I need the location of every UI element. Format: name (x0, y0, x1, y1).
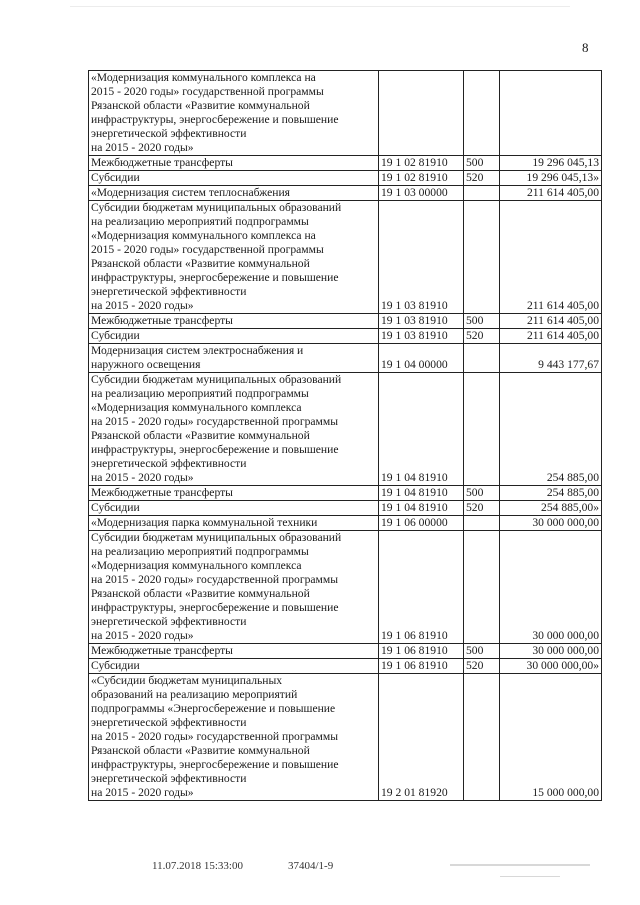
budget-table-body (89, 71, 602, 801)
cell-amount: 19 296 045,13» (500, 171, 602, 186)
cell-name: Межбюджетные трансферты (89, 486, 379, 501)
cell-type: 520 (464, 329, 500, 344)
cell-type (464, 373, 500, 486)
cell-amount: 30 000 000,00 (500, 644, 602, 659)
cell-name: Субсидии бюджетам муниципальных образований на реализацию мероприятий подпрограммы «Модернизация коммунального комплекса на 2015 - 2020 годы» государственной программы Рязанской области «Развитие коммунальной инфраструктуры, энергосбережение и повышение энергетической эффективности на 2015 - 2020 годы» (89, 531, 379, 644)
cell-name: Межбюджетные трансферты (89, 644, 379, 659)
table-row (89, 329, 602, 344)
cell-code: 19 1 04 81910 (379, 501, 464, 516)
cell-name: «Модернизация парка коммунальной техники (89, 516, 379, 531)
cell-amount: 211 614 405,00 (500, 329, 602, 344)
budget-table (88, 70, 602, 801)
footer-stamp-artifact (450, 864, 590, 866)
cell-code: 19 1 03 81910 (379, 314, 464, 329)
cell-type: 500 (464, 644, 500, 659)
table-row (89, 516, 602, 531)
table-row (89, 674, 602, 801)
cell-amount: 211 614 405,00 (500, 201, 602, 314)
cell-code: 19 1 02 81910 (379, 156, 464, 171)
cell-code: 19 1 06 81910 (379, 659, 464, 674)
cell-type (464, 344, 500, 373)
cell-amount: 254 885,00 (500, 486, 602, 501)
cell-type (464, 531, 500, 644)
cell-name: Субсидии (89, 501, 379, 516)
cell-amount: 15 000 000,00 (500, 674, 602, 801)
table-row (89, 71, 602, 156)
cell-amount: 254 885,00 (500, 373, 602, 486)
cell-name: Субсидии бюджетам муниципальных образований на реализацию мероприятий подпрограммы «Модернизация коммунального комплекса на 2015 - 2020 годы» государственной программы Рязанской области «Развитие коммунальной инфраструктуры, энергосбережение и повышение энергетической эффективности на 2015 - 2020 годы» (89, 373, 379, 486)
cell-code: 19 1 06 81910 (379, 644, 464, 659)
cell-name: «Субсидии бюджетам муниципальных образований на реализацию мероприятий подпрограммы «Энергосбережение и повышение энергетической эффективности на 2015 - 2020 годы» государственной программы Рязанской области «Развитие коммунальной инфраструктуры, энергосбережение и повышение энергетической эффективности на 2015 - 2020 годы» (89, 674, 379, 801)
cell-amount: 30 000 000,00» (500, 659, 602, 674)
cell-type (464, 201, 500, 314)
cell-code: 19 1 03 81910 (379, 201, 464, 314)
table-row (89, 501, 602, 516)
cell-type (464, 674, 500, 801)
cell-name: Субсидии (89, 659, 379, 674)
cell-name: Межбюджетные трансферты (89, 314, 379, 329)
cell-name: Субсидии (89, 171, 379, 186)
table-row (89, 659, 602, 674)
table-row (89, 344, 602, 373)
page-number: 8 (582, 40, 589, 55)
footer-date: 11.07.2018 15:33:00 (152, 860, 243, 872)
cell-type (464, 71, 500, 156)
cell-name: Модернизация систем электроснабжения и наружного освещения (89, 344, 379, 373)
cell-code: 19 1 04 00000 (379, 344, 464, 373)
table-row (89, 531, 602, 644)
footer-doc-number: 37404/1-9 (288, 860, 334, 872)
cell-name: Субсидии бюджетам муниципальных образований на реализацию мероприятий подпрограммы «Модернизация коммунального комплекса на 2015 - 2020 годы» государственной программы Рязанской области «Развитие коммунальной инфраструктуры, энергосбережение и повышение энергетической эффективности на 2015 - 2020 годы» (89, 201, 379, 314)
cell-type: 500 (464, 486, 500, 501)
cell-type: 500 (464, 314, 500, 329)
table-row (89, 373, 602, 486)
cell-code: 19 1 02 81910 (379, 171, 464, 186)
cell-name: Субсидии (89, 329, 379, 344)
cell-amount: 19 296 045,13 (500, 156, 602, 171)
cell-amount (500, 71, 602, 156)
cell-type: 500 (464, 156, 500, 171)
cell-name: Межбюджетные трансферты (89, 156, 379, 171)
table-row (89, 186, 602, 201)
footer-stamp-artifact-2 (500, 876, 560, 877)
cell-code: 19 1 03 00000 (379, 186, 464, 201)
cell-code: 19 1 04 81910 (379, 486, 464, 501)
table-row (89, 314, 602, 329)
cell-type: 520 (464, 659, 500, 674)
cell-amount: 211 614 405,00 (500, 314, 602, 329)
cell-amount: 254 885,00» (500, 501, 602, 516)
table-row (89, 644, 602, 659)
cell-type: 520 (464, 171, 500, 186)
cell-amount: 211 614 405,00 (500, 186, 602, 201)
cell-code: 19 1 06 81910 (379, 531, 464, 644)
cell-name: «Модернизация систем теплоснабжения (89, 186, 379, 201)
cell-code: 19 2 01 81920 (379, 674, 464, 801)
cell-type (464, 516, 500, 531)
cell-amount: 30 000 000,00 (500, 516, 602, 531)
cell-code: 19 1 06 00000 (379, 516, 464, 531)
cell-type (464, 186, 500, 201)
table-row (89, 171, 602, 186)
cell-type: 520 (464, 501, 500, 516)
cell-code: 19 1 03 81910 (379, 329, 464, 344)
table-row (89, 201, 602, 314)
cell-name: «Модернизация коммунального комплекса на 2015 - 2020 годы» государственной программы Рязанской области «Развитие коммунальной инфраструктуры, энергосбережение и повышение энергетической эффективности на 2015 - 2020 годы» (89, 71, 379, 156)
cell-amount: 9 443 177,67 (500, 344, 602, 373)
top-scan-artifact (70, 6, 570, 7)
cell-amount: 30 000 000,00 (500, 531, 602, 644)
cell-code: 19 1 04 81910 (379, 373, 464, 486)
cell-code (379, 71, 464, 156)
table-row (89, 156, 602, 171)
table-row (89, 486, 602, 501)
